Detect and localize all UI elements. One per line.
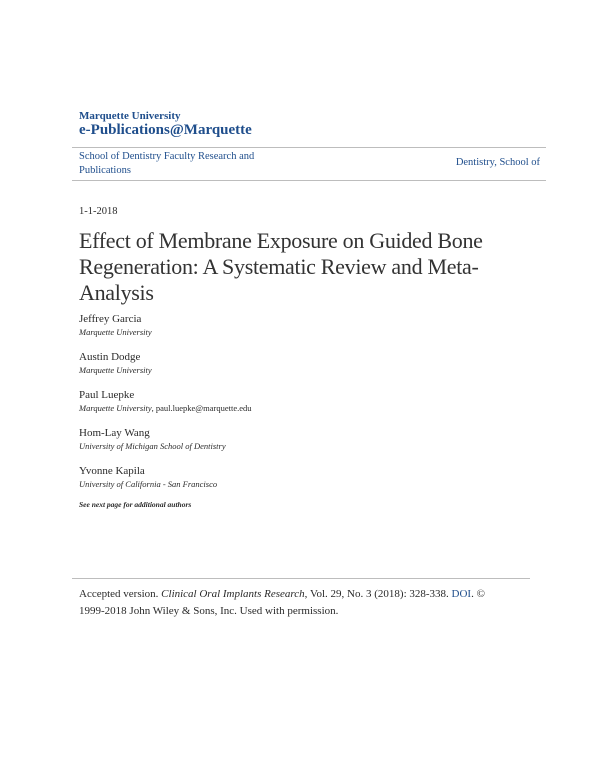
author-entry xyxy=(79,426,252,452)
author-name: Paul Luepke xyxy=(79,389,135,401)
author-affiliation: University of California - San Francisco xyxy=(79,479,218,489)
journal-name: Clinical Oral Implants Research xyxy=(161,588,305,600)
bottom-divider xyxy=(72,180,546,181)
author-affiliation: Marquette University xyxy=(79,327,152,337)
doi-link[interactable]: DOI xyxy=(451,588,472,600)
author-name: Hom-Lay Wang xyxy=(79,427,150,439)
citation-divider xyxy=(72,578,530,579)
author-entry xyxy=(79,464,252,490)
see-next-page-note: See next page for additional authors xyxy=(79,500,192,509)
author-email[interactable]: , paul.luepke@marquette.edu xyxy=(151,403,252,413)
author-entry xyxy=(79,350,252,376)
paper-title: Effect of Membrane Exposure on Guided Bone Regeneration: A Systematic Review and Meta-Analysis xyxy=(79,228,483,305)
author-name: Jeffrey Garcia xyxy=(79,313,142,325)
author-entry xyxy=(79,312,252,338)
author-affiliation: University of Michigan School of Dentistry xyxy=(79,441,226,451)
department-link[interactable]: Dentistry, School of xyxy=(455,157,540,168)
collection-link[interactable]: School of Dentistry Faculty Research and Publications xyxy=(79,151,255,176)
top-divider xyxy=(72,147,546,148)
author-name: Yvonne Kapila xyxy=(79,465,145,477)
author-name: Austin Dodge xyxy=(79,351,141,363)
citation-text: Accepted version. Clinical Oral Implants Research, Vol. 29, No. 3 (2018): 328-338. DOI. © 1999-2018 John Wiley & Sons, Inc. Used with permission. xyxy=(79,588,485,617)
repository-name[interactable]: e-Publications@Marquette xyxy=(79,122,252,138)
publication-date: 1-1-2018 xyxy=(79,206,118,217)
author-affiliation: Marquette University xyxy=(79,365,152,375)
institution-name[interactable]: Marquette University xyxy=(79,110,181,122)
author-affiliation: Marquette University, paul.luepke@marquette.edu xyxy=(79,403,252,413)
author-entry xyxy=(79,388,252,414)
author-list xyxy=(79,312,252,502)
